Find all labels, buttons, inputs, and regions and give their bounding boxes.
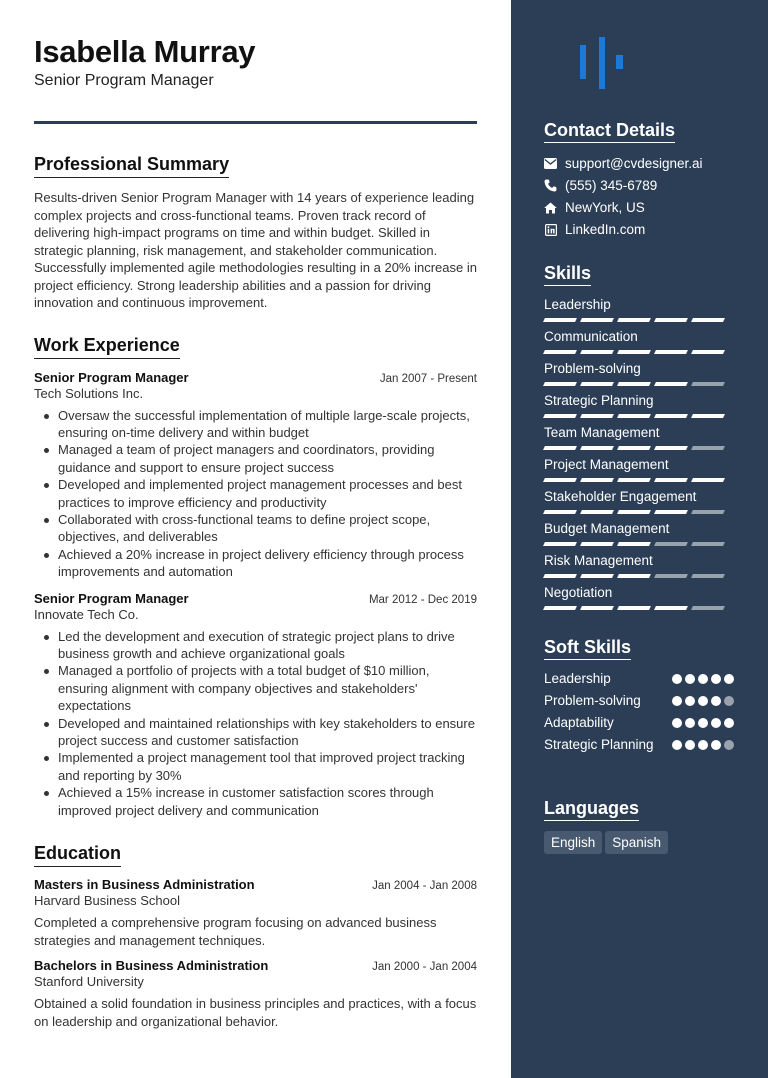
soft-skill-label: Adaptability — [544, 715, 614, 730]
job-bullet: Managed a team of project managers and coordinators, providing guidance and support to ensure project success — [34, 441, 477, 476]
education-date: Jan 2004 - Jan 2008 — [372, 880, 477, 893]
contact-section — [544, 120, 734, 244]
soft-skill-rating — [672, 736, 734, 754]
skill-level-segment — [654, 414, 688, 418]
skill-level-bar — [544, 606, 734, 610]
skill-level-segment — [617, 542, 651, 546]
skill-level-bar — [544, 318, 734, 322]
skill-label: Team Management — [544, 425, 660, 440]
job-title: Senior Program Manager — [34, 369, 189, 385]
education-entry — [34, 877, 477, 949]
work-heading: Work Experience — [34, 335, 180, 359]
home-icon — [544, 201, 557, 214]
job-bullet: Implemented a project management tool that improved project tracking and reporting by 30% — [34, 749, 477, 784]
rating-dot — [711, 718, 721, 728]
skill-item — [544, 392, 734, 424]
job-date: Mar 2012 - Dec 2019 — [368, 593, 477, 606]
skill-item — [544, 424, 734, 456]
skill-level-segment — [617, 318, 651, 322]
soft-skill-item — [544, 714, 734, 732]
skill-level-segment — [617, 446, 651, 450]
skill-level-segment — [691, 318, 725, 322]
skill-item — [544, 328, 734, 360]
skill-label: Strategic Planning — [544, 393, 654, 408]
soft-skill-item — [544, 692, 734, 710]
soft-skill-rating — [672, 670, 734, 688]
job-bullet: Oversaw the successful implementation of multiple large-scale projects, ensuring on-time delivery and within budget — [34, 407, 477, 442]
skills-section — [544, 263, 734, 616]
skill-level-segment — [543, 510, 577, 514]
skill-level-segment — [691, 350, 725, 354]
skill-level-segment — [543, 382, 577, 386]
contact-email[interactable]: support@cvdesigner.ai — [544, 156, 734, 172]
contact-location: NewYork, US — [544, 200, 734, 216]
skill-level-bar — [544, 350, 734, 354]
skill-item — [544, 456, 734, 488]
skill-level-segment — [580, 446, 614, 450]
languages-section — [544, 798, 734, 854]
brand-logo-icon — [580, 37, 630, 89]
soft-skills-heading: Soft Skills — [544, 637, 631, 660]
skill-level-segment — [691, 478, 725, 482]
rating-dot — [724, 674, 734, 684]
language-tag: Spanish — [605, 831, 668, 854]
skill-level-segment — [654, 510, 688, 514]
languages-heading: Languages — [544, 798, 639, 821]
rating-dot — [698, 740, 708, 750]
job-bullet: Achieved a 20% increase in project delivery efficiency through process improvements and automation — [34, 546, 477, 581]
skill-level-segment — [691, 542, 725, 546]
rating-dot — [672, 674, 682, 684]
summary-text: Results-driven Senior Program Manager with 14 years of experience leading complex projects and cross-functional teams. Proven track record of delivering high-impact programs on time and within budget. Skilled in strategic planning, risk management, and stakeholder communication. Successfully implemented agile methodologies resulting in a 20% increase in project efficiency. Strong leadership abilities and a passion for driving innovation and continuous improvement. — [34, 190, 477, 310]
summary-section — [34, 154, 477, 312]
skill-label: Budget Management — [544, 521, 670, 536]
education-entry — [34, 958, 477, 1030]
skill-level-segment — [543, 350, 577, 354]
school-name: Harvard Business School — [34, 893, 180, 909]
job-company: Innovate Tech Co. — [34, 606, 139, 622]
skill-label: Negotiation — [544, 585, 613, 600]
skill-label: Project Management — [544, 457, 669, 472]
skill-level-segment — [580, 414, 614, 418]
job-bullets — [34, 407, 477, 581]
job-bullet: Led the development and execution of strategic project plans to drive business growth and achieve organizational goals — [34, 628, 477, 663]
candidate-title: Senior Program Manager — [34, 72, 214, 89]
soft-skill-rating — [672, 692, 734, 710]
skill-level-bar — [544, 574, 734, 578]
rating-dot — [698, 718, 708, 728]
rating-dot — [698, 674, 708, 684]
skill-label: Leadership — [544, 297, 611, 312]
job-bullet: Developed and maintained relationships with key stakeholders to ensure project success and customer satisfaction — [34, 715, 477, 750]
skill-level-segment — [654, 606, 688, 610]
summary-heading: Professional Summary — [34, 154, 229, 178]
job-bullet: Collaborated with cross-functional teams to define project scope, objectives, and deliverables — [34, 511, 477, 546]
education-heading: Education — [34, 843, 121, 867]
skill-level-segment — [580, 318, 614, 322]
skill-level-segment — [617, 574, 651, 578]
envelope-icon — [544, 157, 557, 170]
language-tag: English — [544, 831, 602, 854]
phone-icon — [544, 179, 557, 192]
skill-level-bar — [544, 510, 734, 514]
skill-level-segment — [543, 318, 577, 322]
skill-item — [544, 584, 734, 616]
education-date: Jan 2000 - Jan 2004 — [372, 961, 477, 974]
job-bullet: Managed a portfolio of projects with a total budget of $10 million, ensuring alignment with company objectives and stakeholders' expectations — [34, 662, 477, 714]
languages-list — [544, 831, 734, 854]
skill-level-segment — [654, 350, 688, 354]
skill-level-segment — [654, 574, 688, 578]
skill-level-segment — [654, 542, 688, 546]
skill-level-segment — [617, 606, 651, 610]
rating-dot — [711, 696, 721, 706]
sidebar — [511, 0, 768, 1078]
rating-dot — [672, 718, 682, 728]
job-date: Jan 2007 - Present — [379, 372, 477, 385]
rating-dot — [672, 696, 682, 706]
rating-dot — [724, 696, 734, 706]
rating-dot — [711, 740, 721, 750]
skill-label: Problem-solving — [544, 361, 641, 376]
soft-skill-item — [544, 670, 734, 688]
skill-level-bar — [544, 542, 734, 546]
skill-level-segment — [580, 478, 614, 482]
soft-skill-label: Problem-solving — [544, 693, 641, 708]
skill-level-segment — [691, 606, 725, 610]
job-bullets — [34, 628, 477, 819]
rating-dot — [685, 696, 695, 706]
skill-level-segment — [654, 478, 688, 482]
skill-item — [544, 296, 734, 328]
skill-level-segment — [691, 414, 725, 418]
soft-skills-list — [544, 670, 734, 754]
skill-level-segment — [691, 574, 725, 578]
skill-level-bar — [544, 446, 734, 450]
degree-title: Bachelors in Business Administration — [34, 958, 269, 974]
skill-level-segment — [543, 542, 577, 546]
rating-dot — [698, 696, 708, 706]
skill-level-segment — [654, 446, 688, 450]
skill-level-segment — [617, 414, 651, 418]
skill-level-segment — [543, 478, 577, 482]
skill-item — [544, 488, 734, 520]
soft-skill-label: Strategic Planning — [544, 737, 654, 752]
rating-dot — [672, 740, 682, 750]
skill-level-segment — [543, 606, 577, 610]
skill-label: Communication — [544, 329, 638, 344]
skill-level-segment — [617, 478, 651, 482]
skill-level-segment — [580, 350, 614, 354]
skill-level-segment — [543, 446, 577, 450]
soft-skills-section — [544, 637, 734, 758]
skills-list — [544, 296, 734, 616]
skill-level-segment — [580, 510, 614, 514]
work-section — [34, 335, 477, 820]
rating-dot — [685, 674, 695, 684]
contact-linkedin[interactable]: LinkedIn.com — [544, 222, 734, 238]
skill-label: Stakeholder Engagement — [544, 489, 697, 504]
skill-level-segment — [580, 542, 614, 546]
skill-level-segment — [580, 382, 614, 386]
rating-dot — [724, 740, 734, 750]
skill-level-segment — [617, 350, 651, 354]
education-section — [34, 843, 477, 1030]
soft-skill-rating — [672, 714, 734, 732]
job-company: Tech Solutions Inc. — [34, 385, 144, 401]
job-bullet: Developed and implemented project management processes and best practices to improve efficiency and productivity — [34, 476, 477, 511]
degree-title: Masters in Business Administration — [34, 877, 255, 893]
contact-heading: Contact Details — [544, 120, 675, 143]
rating-dot — [685, 718, 695, 728]
skill-level-segment — [580, 574, 614, 578]
skill-item — [544, 360, 734, 392]
header-divider — [34, 121, 477, 124]
school-name: Stanford University — [34, 974, 144, 990]
skill-level-segment — [617, 382, 651, 386]
contact-phone[interactable]: (555) 345-6789 — [544, 178, 734, 194]
skill-level-bar — [544, 414, 734, 418]
skill-level-segment — [654, 382, 688, 386]
soft-skill-label: Leadership — [544, 671, 611, 686]
skill-level-bar — [544, 382, 734, 386]
job-bullet: Achieved a 15% increase in customer satisfaction scores through improved project delivery and communication — [34, 784, 477, 819]
linkedin-icon — [544, 223, 557, 236]
skill-level-segment — [580, 606, 614, 610]
soft-skill-item — [544, 736, 734, 754]
skill-level-segment — [543, 414, 577, 418]
skill-level-bar — [544, 478, 734, 482]
education-desc: Obtained a solid foundation in business principles and practices, with a focus on leadership and organizational behavior. — [34, 996, 477, 1029]
rating-dot — [685, 740, 695, 750]
skill-item — [544, 520, 734, 552]
job-entry — [34, 591, 477, 819]
skill-item — [544, 552, 734, 584]
job-entry — [34, 370, 477, 581]
skill-level-segment — [543, 574, 577, 578]
skill-level-segment — [617, 510, 651, 514]
job-title: Senior Program Manager — [34, 590, 189, 606]
candidate-name: Isabella Murray — [34, 34, 256, 69]
skill-label: Risk Management — [544, 553, 653, 568]
education-desc: Completed a comprehensive program focusing on advanced business strategies and management techniques. — [34, 915, 437, 948]
rating-dot — [711, 674, 721, 684]
skill-level-segment — [654, 318, 688, 322]
skill-level-segment — [691, 382, 725, 386]
skills-heading: Skills — [544, 263, 591, 286]
skill-level-segment — [691, 446, 725, 450]
skill-level-segment — [691, 510, 725, 514]
rating-dot — [724, 718, 734, 728]
